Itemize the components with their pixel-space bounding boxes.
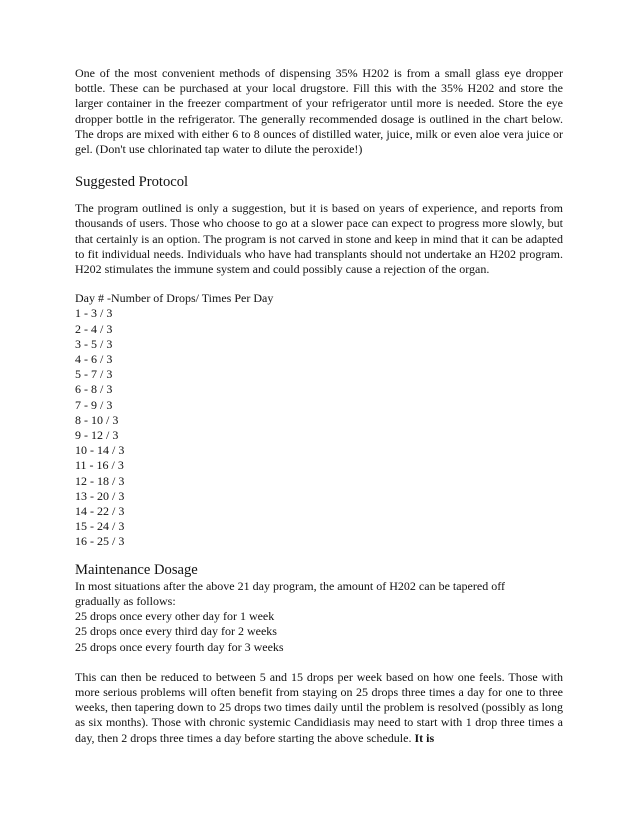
- schedule-row: 8 - 10 / 3: [75, 412, 119, 427]
- schedule-row: 1 - 3 / 3: [75, 306, 113, 321]
- maintenance-line: 25 drops once every third day for 2 weeks: [75, 624, 277, 639]
- schedule-row: 7 - 9 / 3: [75, 397, 113, 412]
- schedule-row: 13 - 20 / 3: [75, 488, 125, 503]
- schedule-row: 3 - 5 / 3: [75, 336, 113, 351]
- schedule-row: 2 - 4 / 3: [75, 321, 113, 336]
- protocol-paragraph: The program outlined is only a suggestion, but it is based on years of experience, and reports from thousands of users. Those who choose to go at a slower pace can expect to progress more slowly, but that certainly is an option. The program is not carved in stone and keep in mind that it can be adapted to fit individual needs. Individuals who have had transplants should not undertake an H202 program. H202 stimulates the immune system and could possibly cause a rejection of the organ.: [75, 201, 563, 277]
- maintenance-line: In most situations after the above 21 day program, the amount of H202 can be tapered off: [75, 578, 505, 593]
- schedule-row: 16 - 25 / 3: [75, 534, 125, 549]
- maintenance-line: 25 drops once every other day for 1 week: [75, 609, 275, 624]
- schedule-row: 14 - 22 / 3: [75, 504, 125, 519]
- suggested-protocol-heading: Suggested Protocol: [75, 174, 189, 191]
- dosage-schedule: [75, 291, 563, 549]
- schedule-header: Day # -Number of Drops/ Times Per Day: [75, 291, 274, 306]
- schedule-row: 10 - 14 / 3: [75, 443, 125, 458]
- maintenance-instructions: [75, 579, 563, 655]
- maintenance-dosage-heading: Maintenance Dosage: [75, 561, 198, 578]
- final-paragraph: [75, 670, 563, 746]
- schedule-row: 4 - 6 / 3: [75, 352, 113, 367]
- schedule-row: 9 - 12 / 3: [75, 428, 119, 443]
- schedule-row: 15 - 24 / 3: [75, 519, 125, 534]
- schedule-row: 6 - 8 / 3: [75, 382, 113, 397]
- maintenance-line: 25 drops once every fourth day for 3 weeks: [75, 639, 284, 654]
- intro-paragraph: One of the most convenient methods of dispensing 35% H202 is from a small glass eye dropper bottle. These can be purchased at your local drugstore. Fill this with the 35% H202 and store the larger container in the freezer compartment of your refrigerator until more is needed. Store the eye dropper bottle in the refrigerator. The generally recommended dosage is outlined in the chart below. The drops are mixed with either 6 to 8 ounces of distilled water, juice, milk or even aloe vera juice or gel. (Don't use chlorinated tap water to dilute the peroxide!): [75, 66, 563, 157]
- final-bold-text: It is: [414, 730, 435, 745]
- final-paragraph-text: This can then be reduced to between 5 and 15 drops per week based on how one feels. Those with more serious problems will often benefit from staying on 25 drops three times a day for one to three weeks, then tapering down to 25 drops two times daily until the problem is resolved (possibly as long as six months). Those with chronic systemic Candidiasis may need to start with 1 drop three times a day, then 2 drops three times a day before starting the above schedule.: [75, 669, 563, 745]
- document-page: [75, 66, 563, 746]
- schedule-row: 5 - 7 / 3: [75, 367, 113, 382]
- schedule-row: 11 - 16 / 3: [75, 458, 124, 473]
- schedule-row: 12 - 18 / 3: [75, 473, 125, 488]
- maintenance-line: gradually as follows:: [75, 593, 176, 608]
